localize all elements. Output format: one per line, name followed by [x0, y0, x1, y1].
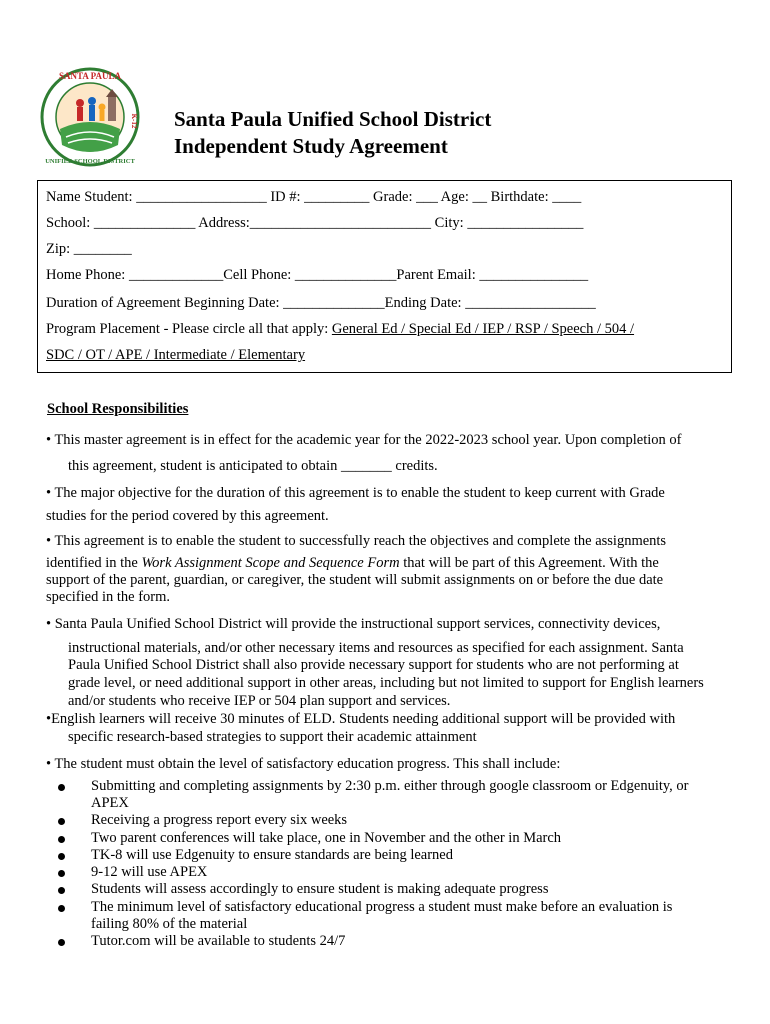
form-row-zip[interactable]: Zip: ________: [46, 241, 132, 257]
bullet-dot: [58, 784, 65, 791]
paragraph-4-line-5: and/or students who receive IEP or 504 plan support and services.: [68, 693, 451, 709]
p3-text-a: identified in the: [46, 555, 142, 571]
paragraph-3-line-1: • This agreement is to enable the student to successfully reach the objectives and complete the assignments: [46, 533, 667, 549]
bullet-dot: [58, 836, 65, 843]
bullet-dot: [58, 887, 65, 894]
list-item-continuation: APEX: [91, 795, 129, 811]
bullet-dot: [58, 853, 65, 860]
form-row-placement: [46, 321, 634, 338]
placement-label: Program Placement - Please circle all that apply:: [46, 321, 332, 337]
title-line-2: Independent Study Agreement: [174, 134, 448, 158]
bullet-dot: [58, 939, 65, 946]
list-item: TK-8 will use Edgenuity to ensure standards are being learned: [91, 847, 453, 863]
bullet-dot: [58, 905, 65, 912]
list-item-continuation: failing 80% of the material: [91, 916, 248, 932]
list-item: Two parent conferences will take place, one in November and the other in March: [91, 830, 562, 846]
district-logo: [40, 67, 140, 167]
paragraph-4-line-3: Paula Unified School District shall also provide necessary support for students who are not performing at: [68, 657, 679, 673]
document-title: [174, 106, 491, 160]
paragraph-6-line-1: • The student must obtain the level of satisfactory education progress. This shall include:: [46, 756, 561, 772]
list-item: The minimum level of satisfactory educational progress a student must make before an evaluation is: [91, 899, 673, 915]
title-line-1: Santa Paula Unified School District: [174, 107, 492, 131]
list-item: Receiving a progress report every six weeks: [91, 812, 348, 828]
p3-text-b: that will be part of this Agreement. With the: [399, 555, 659, 571]
logo-top-text: SANTA PAULA: [59, 71, 121, 81]
list-item: 9-12 will use APEX: [91, 864, 208, 880]
bullet-dot: [58, 818, 65, 825]
placement-options-1[interactable]: General Ed / Special Ed / IEP / RSP / Speech / 504 /: [331, 321, 635, 337]
form-row-duration[interactable]: Duration of Agreement Beginning Date: ______________Ending Date: __________________: [46, 295, 596, 311]
paragraph-4-line-1: • Santa Paula Unified School District will provide the instructional support services, connectivity devices,: [46, 616, 661, 632]
paragraph-3-line-4: specified in the form.: [46, 589, 171, 605]
form-row-school[interactable]: School: ______________ Address:_________________________ City: ________________: [46, 215, 584, 231]
paragraph-4-line-2: instructional materials, and/or other necessary items and resources as specified for each assignment. Santa: [68, 640, 684, 656]
form-row-student[interactable]: Name Student: __________________ ID #: _________ Grade: ___ Age: __ Birthdate: ____: [46, 189, 582, 205]
student-info-form: [37, 180, 732, 373]
paragraph-1-line-1: • This master agreement is in effect for the academic year for the 2022-2023 school year. Upon completion of: [46, 432, 682, 448]
section-heading: School Responsibilities: [47, 401, 189, 417]
paragraph-3-line-3: support of the parent, guardian, or caregiver, the student will submit assignments on or before the due date: [46, 572, 664, 588]
paragraph-5-line-2: specific research-based strategies to support their academic attainment: [68, 729, 477, 745]
paragraph-3-line-2: [46, 555, 659, 572]
paragraph-2-line-1: • The major objective for the duration of this agreement is to enable the student to keep current with Grade: [46, 485, 665, 501]
paragraph-4-line-4: grade level, or need additional support in other areas, including but not limited to support for English learners: [68, 675, 704, 691]
list-item: Tutor.com will be available to students 24/7: [91, 933, 346, 949]
list-item: Students will assess accordingly to ensure student is making adequate progress: [91, 881, 549, 897]
form-reference: Work Assignment Scope and Sequence Form: [141, 555, 400, 571]
paragraph-1-line-2: this agreement, student is anticipated to obtain _______ credits.: [68, 458, 438, 474]
logo-side-text: K-12: [130, 113, 138, 129]
logo-bottom-text: UNIFIED SCHOOL DISTRICT: [45, 158, 135, 165]
bullet-dot: [58, 870, 65, 877]
paragraph-2-line-2: studies for the period covered by this agreement.: [46, 508, 329, 524]
list-item: Submitting and completing assignments by 2:30 p.m. either through google classroom or Edgenuity, or: [91, 778, 689, 794]
placement-options-2[interactable]: SDC / OT / APE / Intermediate / Elementary: [46, 347, 306, 363]
paragraph-5-line-1: •English learners will receive 30 minutes of ELD. Students needing additional support will be provided with: [46, 711, 676, 727]
form-row-phone[interactable]: Home Phone: _____________Cell Phone: ______________Parent Email: _______________: [46, 267, 589, 283]
